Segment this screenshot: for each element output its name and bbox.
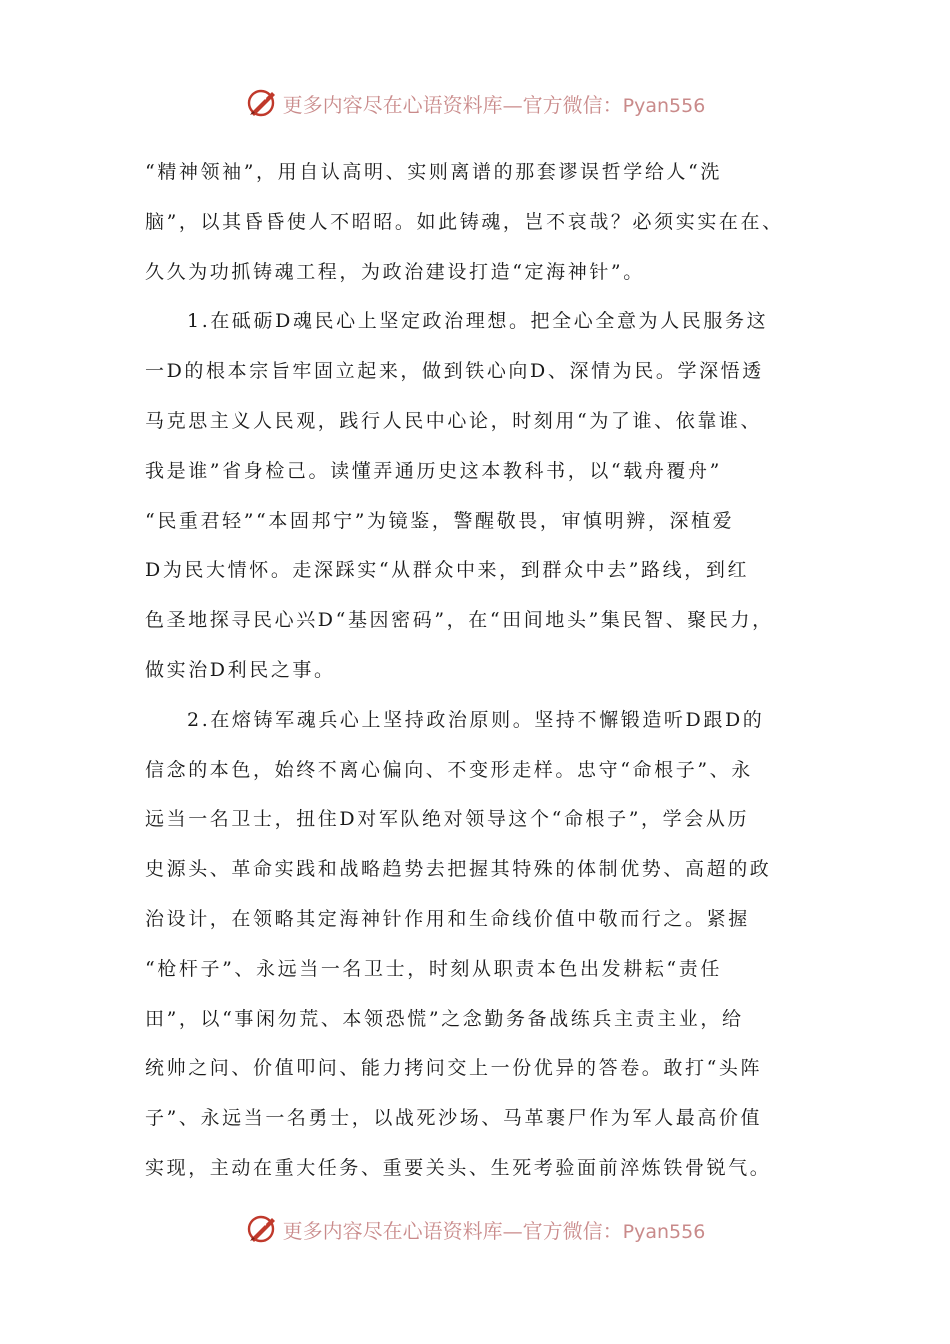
body-line: D为民大情怀。走深踩实“从群众中来，到群众中去”路线，到红 (145, 559, 750, 582)
footer-banner (0, 1209, 950, 1249)
body-line: 脑”，以其昏昏使人不昭昭。如此铸魂，岂不哀哉？必须实实在在、 (145, 210, 784, 233)
body-line: 实现，主动在重大任务、重要关头、生死考验面前淬炼铁骨锐气。 (145, 1156, 772, 1179)
document-body (145, 148, 825, 1194)
body-line: 远当一名卫士，扭住D对军队绝对领导这个“命根子”，学会从历 (145, 808, 750, 831)
header-banner-id: Pyan556 (622, 94, 706, 117)
body-line: 一D的根本宗旨牢固立起来，做到铁心向D、深情为民。学深悟透 (145, 360, 764, 383)
body-line: 2.在熔铸军魂兵心上坚持政治原则。坚持不懈锻造听D跟D的 (187, 708, 765, 731)
body-line: 马克思主义人民观，践行人民中心论，时刻用“为了谁、依靠谁、 (145, 409, 763, 432)
body-line: “精神领袖”，用自认高明、实则离谱的那套谬误哲学给人“洗 (145, 161, 722, 183)
body-line: 子”、永远当一名勇士，以战死沙场、马革裹尸作为军人最高价值 (145, 1107, 763, 1130)
body-line: 做实治D利民之事。 (145, 658, 336, 681)
body-line: “民重君轻”“本固邦宁”为镜鉴，警醒敬畏，审慎明辨，深植爱 (145, 509, 735, 532)
header-banner (0, 83, 950, 123)
body-line: 久久为功抓铸魂工程，为政治建设打造“定海神针”。 (145, 260, 645, 283)
pen-logo-icon (245, 86, 279, 120)
body-line: “枪杆子”、永远当一名卫士，时刻从职责本色出发耕耘“责任 (145, 957, 722, 980)
body-line: 信念的本色，始终不离心偏向、不变形走样。忠守“命根子”、永 (145, 758, 753, 781)
body-line: 统帅之问、价值叩问、能力拷问交上一份优异的答卷。敢打“头阵 (145, 1057, 763, 1080)
body-line: 1.在砥砺D魂民心上坚定政治理想。把全心全意为人民服务这 (187, 310, 769, 333)
header-banner-text: 更多内容尽在心语资料库—官方微信：Pyan556 (282, 92, 706, 117)
body-line: 色圣地探寻民心兴D“基因密码”，在“田间地头”集民智、聚民力， (145, 609, 774, 632)
pen-logo-icon (245, 1212, 279, 1246)
footer-banner-id: Pyan556 (622, 1220, 706, 1243)
body-line: 治设计，在领略其定海神针作用和生命线价值中敬而行之。紧握 (145, 907, 750, 930)
body-line: 田”，以“事闲勿荒、本领恐慌”之念勤务备战练兵主责主业，给 (145, 1007, 744, 1030)
body-line: 我是谁”省身检己。读懂弄通历史这本教科书，以“载舟覆舟” (145, 459, 722, 482)
footer-banner-text: 更多内容尽在心语资料库—官方微信：Pyan556 (282, 1218, 706, 1243)
body-line: 史源头、革命实践和战略趋势去把握其特殊的体制优势、高超的政 (145, 858, 772, 881)
